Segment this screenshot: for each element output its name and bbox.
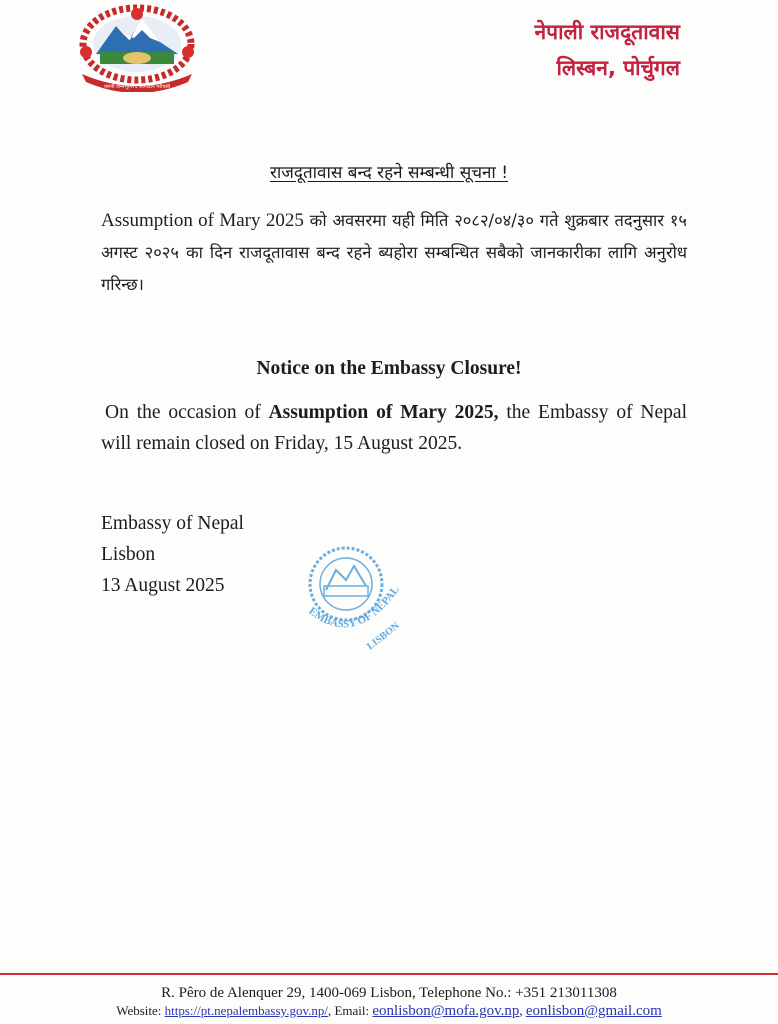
email-label: , Email:: [327, 1003, 370, 1018]
signature-date: 13 August 2025: [101, 575, 225, 596]
signature-city: Lisbon: [101, 544, 156, 565]
notice-title-np: राजदूतावास बन्द रहने सम्बन्धी सूचना !: [269, 163, 509, 183]
notice-title-en: Notice on the Embassy Closure!: [256, 358, 522, 379]
email-link-gmail[interactable]: eonlisbon@gmail.com: [525, 1003, 662, 1019]
notice-body-en-event: Assumption of Mary 2025,: [268, 402, 499, 423]
email-link-mofa[interactable]: eonlisbon@mofa.gov.np: [372, 1003, 520, 1019]
embassy-stamp: [296, 540, 414, 658]
footer-contact: [0, 1003, 778, 1020]
embassy-name-np: नेपाली राजदूतावास: [534, 20, 680, 44]
notice-body-np-event: Assumption of Mary 2025: [101, 210, 304, 231]
nepal-emblem-logo: [74, 4, 200, 92]
website-label: Website:: [116, 1003, 162, 1018]
notice-body-en-end: the Embassy of Nepal will remain closed on Friday, 15 August 2025.: [101, 402, 687, 454]
stamp-text: EMBASSY OF NEPAL: [306, 583, 402, 631]
footer-address: R. Pêro de Alenquer 29, 1400-069 Lisbon, Telephone No.: +351 213011308: [161, 985, 617, 1001]
signature-block: [101, 508, 244, 601]
notice-body-np: [101, 205, 687, 301]
website-link[interactable]: https://pt.nepalembassy.gov.np/: [164, 1003, 328, 1018]
email-separator: ,: [519, 1003, 523, 1018]
notice-body-en: [101, 397, 687, 459]
stamp-city: LISBON: [365, 620, 402, 653]
emblem-motto: जननी जन्मभूमिश्च स्वर्गादपि गरीयसी: [103, 84, 171, 90]
notice-body-en-start: On the occasion of: [105, 402, 269, 423]
notice-body-np-text: को अवसरमा यही मिति २०८२/०४/३० गते शुक्रबार तदनुसार १५ अगस्ट २०२५ का दिन राजदूतावास बन्द रहने ब्यहोरा सम्बन्धित सबैको जानकारीका लागि अनुरोध गरिन्छ।: [101, 211, 687, 294]
embassy-header: [535, 14, 681, 86]
embassy-location-np: लिस्बन, पोर्चुगल: [556, 56, 680, 80]
footer-divider: [0, 973, 778, 975]
signature-org: Embassy of Nepal: [101, 513, 244, 534]
